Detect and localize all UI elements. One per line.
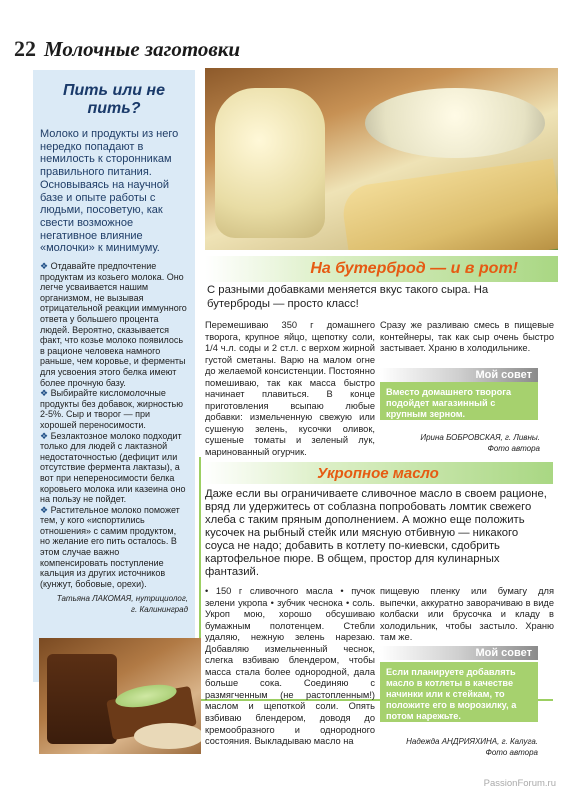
tip2-label: Мой совет — [475, 647, 532, 659]
article2-column-1: • 150 г сливочного масла • пучок зелени укропа • зубчик чеснока • соль. Укроп мою, хорошо обсушиваю бумажным полотенцем. Стебли удаляю, нежную зелень нарезаю. Добавляю измельченный чеснок, слегка взбиваю блендером, чтобы масса стала более однородной, дала больше сока. Соединяю с размягченным (не растопленным!) маслом и щепоткой соли. Опять взбиваю блендером, доводя до кремообразного и однородного состояния. Выкладываю масло на — [205, 586, 375, 747]
section-title: Молочные заготовки — [44, 36, 241, 61]
list-item: ❖ Отдавайте предпочтение продуктам из козьего молока. Оно легче усваивается нашим организмом, не вызывая отрицательной реакции иммунного ответа у большего процента людей. Вероятно, сказывается факт, что козье молоко появилось в рационе человека намного раньше, чем коровье, и ферменты для усвоения этого белка имеют более прочную базу. — [40, 261, 187, 388]
article1-signature: Ирина БОБРОВСКАЯ, г. Ливны. Фото автора — [420, 433, 540, 453]
page-number: 22 — [14, 36, 36, 61]
article2-banner — [203, 462, 553, 484]
article2-lead: Даже если вы ограничиваете сливочное масло в своем рационе, вряд ли удержитесь от соблазна попробовать ломтик свежего хлеба с таким пряным дополнением. А можно еще положить кусочек на рыбный стейк или мясную отбивную — никакого соуса не надо; добавить в котлету по-киевски, сдобрить картофельное пюре. В общем, простор для кулинарных фантазий. — [205, 488, 547, 578]
article2-signature: Надежда АНДРИЯХИНА, г. Калуга. Фото автора — [406, 737, 538, 757]
dill-butter-photo — [39, 638, 201, 754]
sidebar-signature: Татьяна ЛАКОМАЯ, нутрициолог, г. Калининград — [56, 594, 188, 615]
article1-lead: С разными добавками меняется вкус такого сыра. На бутерброды — просто класс! — [207, 284, 489, 310]
list-item: ❖ Растительное молоко поможет тем, у кого «испортились отношения» с самим продуктом, но желание его пить осталось. В этом случае важно компенсировать поступление кальция из других источников (кунжут, бобовые, орехи). — [40, 504, 180, 589]
list-item: ❖ Выбирайте кисломолочные продукты без добавок, жирностью 2-5%. Сыр и творог — при хорошей переносимости. — [40, 388, 183, 430]
article1-column-2: Сразу же разливаю смесь в пищевые контейнеры, так как сыр очень быстро застывает. Храню в холодильнике. — [380, 320, 554, 354]
bullet-icon: ❖ — [40, 504, 51, 515]
article1-banner — [205, 256, 558, 282]
bullet-icon: ❖ — [40, 388, 51, 399]
article2-column-2: пищевую пленку или бумагу для выпечки, аккуратно заворачиваю в виде колбаски или брусочка и кладу в холодильник, чтобы застыло. Храню там же. — [380, 586, 554, 643]
tip2-box: Если планируете добавлять масло в котлеты в качестве начинки или к стейкам, то положите его в морозилку, а потом нарежьте. — [380, 662, 538, 722]
bullet-icon: ❖ — [40, 261, 51, 272]
article2-title: Укропное масло — [317, 464, 439, 482]
watermark: PassionForum.ru — [483, 778, 556, 789]
article1-title: На бутерброд — и в рот! — [310, 260, 518, 277]
tip1-label-bar — [380, 368, 538, 382]
bullet-icon: ❖ — [40, 430, 51, 441]
list-item: ❖ Безлактозное молоко подходит только для людей с лактазной недостаточностью (дефицит или отсутствие фермента лактазы), а вот при непереносимости белка коровьего молока или казеина оно на пользу не пойдет. — [40, 430, 186, 505]
tip1-box: Вместо домашнего творога подойдет магазинный с крупным зерном. — [380, 382, 538, 420]
article1-column-1: Перемешиваю 350 г домашнего творога, крупное яйцо, щепотку соли, 1/4 ч.л. соды и 2 ст.л. с верхом жирной густой сметаны. Варю на малом огне до желаемой консистенции. Постоянно помешиваю, так как масса быстро начинает плавиться. В конце приготовления всыпаю любые добавки: измельченную свежую или сушеную зелень, кусочки оливок, сушеные томаты и зеленый лук, маринованный огурчик. — [205, 320, 375, 458]
page-header — [14, 36, 240, 62]
tip2-label-bar — [380, 646, 538, 660]
sidebar-box — [33, 70, 195, 682]
cheese-photo — [205, 68, 558, 250]
tip1-label: Мой совет — [475, 369, 532, 381]
sidebar-list — [40, 261, 188, 589]
sidebar-intro: Молоко и продукты из него нередко попадают в немилость к сторонникам правильного питания. Основываясь на научной базе и опыте работы с людьми, посоветую, как свести возможное негативное влияние «молочки» к минимуму. — [40, 128, 179, 255]
sidebar-title: Пить или не пить? — [63, 82, 165, 117]
